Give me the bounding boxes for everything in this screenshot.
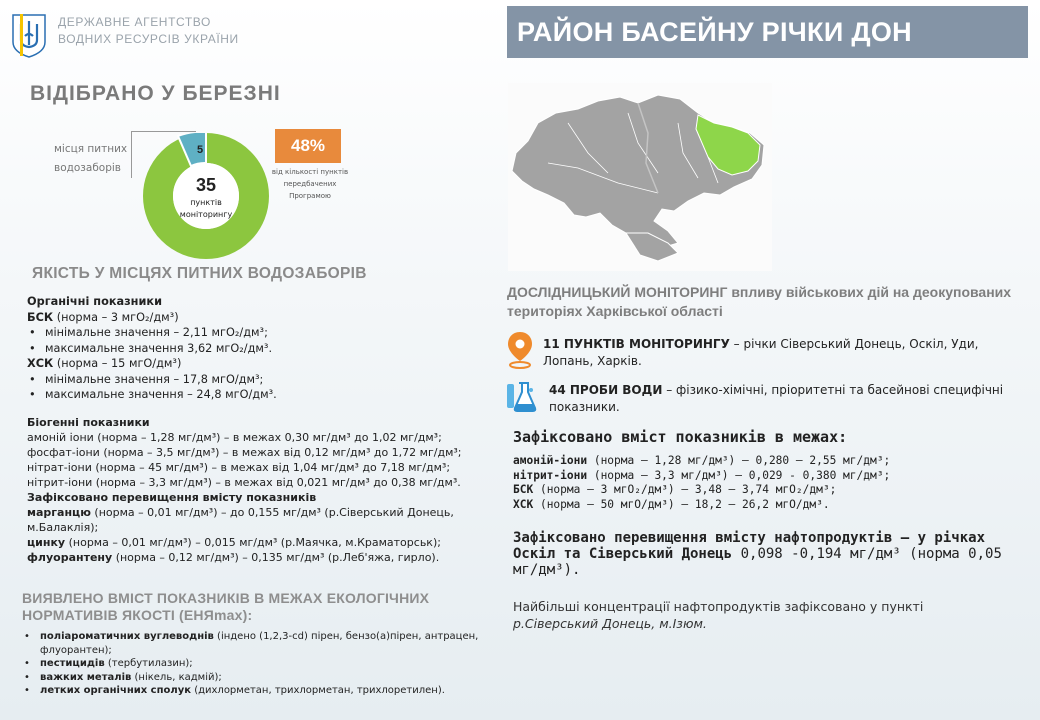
- list-item: • максимальне значення 3,62 мгО₂/дм³.: [27, 341, 477, 357]
- research-heading-bold: ДОСЛІДНИЦЬКИЙ МОНІТОРИНГ: [507, 284, 728, 300]
- percent-note-line-2: передбачених: [283, 180, 337, 188]
- percent-note: [268, 166, 352, 202]
- indicator-name: нітрит-іони: [513, 468, 588, 482]
- organic-indicators: [27, 294, 477, 403]
- excess-title: Зафіксовано перевищення вмісту показників: [27, 491, 317, 504]
- within-limits-list: [513, 454, 890, 512]
- agency-logo-block: [10, 12, 239, 58]
- monitoring-points-rivers: – річки Сіверський Донець, Оскіл, Уди, Лопань, Харків.: [543, 337, 979, 368]
- max-concentration-text: Найбільші концентрації нафтопродуктів зафіксовано у пункті: [513, 599, 924, 614]
- ukraine-map: [508, 83, 772, 271]
- biogenic-line: амоній іони (норма – 1,28 мг/дм³) – в межах 0,30 мг/дм³ до 1,02 мг/дм³;: [27, 431, 442, 444]
- max-concentration-note: [513, 598, 1025, 632]
- biogenic-line: нітрит-іони (норма – 3,3 мг/дм³) – в межах від 0,021 мг/дм³ до 0,38 мг/дм³.: [27, 476, 461, 489]
- zinc-name: цинку: [27, 536, 66, 549]
- list-item: [22, 630, 502, 657]
- list-item: [513, 454, 890, 469]
- pollutant-detail: (індено (1,2,3-cd) пірен, бензо(а)пірен, антрацен, флуорантен);: [40, 631, 479, 656]
- monitoring-count: 35: [195, 175, 217, 195]
- biogenic-line: нітрат-іони (норма – 45 мг/дм³) – в межах від 1,04 мг/дм³ до 7,18 мг/дм³;: [27, 461, 451, 474]
- violations-heading: [22, 590, 492, 624]
- water-samples-detail: – фізико-хімічні, пріоритетні та басейнові специфічні показники.: [549, 383, 1004, 414]
- donut-hole: [173, 163, 239, 229]
- monitoring-points-item: [543, 336, 1013, 370]
- list-item: [513, 469, 890, 484]
- list-item: • мінімальне значення – 2,11 мгО₂/дм³;: [27, 325, 477, 341]
- indicator-value: (норма – 50 мгО/дм³) – 18,2 – 26,2 мгО/дм³.: [533, 497, 830, 511]
- research-heading: [507, 283, 1032, 321]
- violations-heading-line-2: НОРМАТИВІВ ЯКОСТІ (ЕНЯmax):: [22, 607, 253, 623]
- pollutant-list: [22, 630, 502, 698]
- monitoring-label-2: моніторингу: [179, 210, 233, 219]
- oil-products-excess: [513, 530, 1025, 578]
- fluoranthene-text: (норма – 0,12 мг/дм³) – 0,135 мг/дм³ (р.Леб'яжа, гирло).: [112, 551, 440, 564]
- list-item: • мінімальне значення – 17,8 мгО/дм³;: [27, 372, 477, 388]
- fluoranthene-name: флуорантену: [27, 551, 113, 564]
- zinc-text: (норма – 0,01 мг/дм³) – 0,015 мг/дм³ (р.Маячка, м.Краматорськ);: [65, 536, 441, 549]
- percent-note-line-1: від кількості пунктів: [271, 168, 349, 176]
- max-concentration-place: р.Сіверський Донець, м.Ізюм.: [513, 616, 707, 631]
- indicator-value: (норма – 3 мгО₂/дм³) – 3,48 – 3,74 мгО₂/дм³;: [533, 483, 837, 496]
- percent-badge: 48%: [275, 129, 341, 163]
- ukraine-map-icon: [508, 83, 772, 271]
- manganese-text: (норма – 0,01 мг/дм³) – до 0,155 мг/дм³ (р.Сіверський Донець, м.Балаклія);: [27, 506, 454, 534]
- pollutant-name: поліароматичних вуглеводнів: [40, 631, 214, 642]
- list-item: [513, 483, 890, 498]
- within-limits-heading: Зафіксовано вміст показників в межах:: [513, 428, 848, 446]
- agency-line-1: ДЕРЖАВНЕ АГЕНТСТВО: [58, 15, 211, 29]
- indicator-value: (норма – 1,28 мг/дм³) – 0,280 – 2,55 мг/дм³;: [587, 454, 891, 467]
- oil-excess-values: 0,098 -0,194 мг/дм³ (норма 0,05 мг/дм³).: [513, 546, 1002, 578]
- percent-note-line-3: Програмою: [289, 192, 331, 200]
- biogenic-title: Біогенні показники: [27, 416, 150, 429]
- monitoring-label-1: пунктів: [190, 198, 222, 207]
- indicator-value: (норма – 3,3 мг/дм³) – 0,029 - 0,380 мг/дм³;: [587, 468, 891, 482]
- agency-line-2: ВОДНИХ РЕСУРСІВ УКРАЇНИ: [58, 32, 239, 46]
- research-heading-rest: впливу військових дій на деокупованих територіях Харківської області: [507, 284, 1012, 319]
- manganese-name: марганцю: [27, 506, 91, 519]
- pollutant-name: летких органічних сполук: [40, 685, 192, 696]
- oil-excess-statement: Зафіксовано перевищення вмісту нафтопродуктів – у річках Оскіл та Сіверський Донець: [513, 530, 986, 562]
- hsk-norm: (норма – 15 мгО/дм³): [53, 357, 182, 370]
- list-item: [22, 671, 502, 685]
- bsk-norm: (норма – 3 мгО₂/дм³): [53, 310, 179, 324]
- pollutant-detail: (тербутилазин);: [104, 658, 193, 669]
- list-item: [22, 684, 502, 698]
- monitoring-points-count: 11 ПУНКТІВ МОНІТОРИНГУ: [543, 337, 730, 351]
- hsk-list: [27, 372, 477, 403]
- biogenic-line: фосфат-іони (норма – 3,5 мг/дм³) – в межах від 0,12 мг/дм³ до 1,72 мг/дм³;: [27, 446, 462, 459]
- drinking-count: 5: [197, 144, 204, 156]
- list-item: • максимальне значення – 24,8 мгО/дм³.: [27, 387, 477, 403]
- quality-heading: ЯКІСТЬ У МІСЦЯХ ПИТНИХ ВОДОЗАБОРІВ: [32, 265, 367, 282]
- flag-yellow-stripe: [20, 14, 23, 56]
- pollutant-name: пестицидів: [40, 658, 105, 669]
- agency-name: [58, 14, 239, 48]
- bsk-list: [27, 325, 477, 356]
- indicator-name: амоній-іони: [513, 454, 588, 467]
- sampled-heading: ВІДІБРАНО У БЕРЕЗНІ: [30, 82, 281, 105]
- list-item: [513, 498, 890, 513]
- pollutant-detail: (нікель, кадмій);: [131, 671, 222, 683]
- violations-heading-line-1: ВИЯВЛЕНО ВМІСТ ПОКАЗНИКІВ В МЕЖАХ ЕКОЛОГІЧНИХ: [22, 590, 430, 606]
- biogenic-indicators: [27, 415, 502, 565]
- indicator-name: ХСК: [513, 497, 534, 511]
- indicator-name: БСК: [513, 483, 534, 496]
- drinking-label-line-2: водозаборів: [54, 162, 121, 174]
- lab-flask-icon: [505, 380, 539, 414]
- drinking-label-line-1: місця питних: [54, 143, 128, 155]
- hsk-name: ХСК: [27, 357, 54, 370]
- title-banner: [507, 6, 1028, 58]
- drinking-intake-label: [54, 140, 127, 178]
- pollutant-name: важких металів: [40, 671, 132, 683]
- trident-emblem-icon: [10, 12, 48, 58]
- bsk-name: БСК: [27, 310, 54, 324]
- location-pin-icon: [507, 331, 533, 369]
- list-item: [22, 657, 502, 671]
- page-title: РАЙОН БАСЕЙНУ РІЧКИ ДОН: [517, 17, 912, 47]
- pollutant-detail: (дихлорметан, трихлорметан, трихлоретилен).: [191, 685, 445, 696]
- water-samples-count: 44 ПРОБИ ВОДИ: [549, 383, 663, 397]
- water-samples-item: [549, 382, 1019, 416]
- sampling-donut-chart: [143, 133, 269, 259]
- organic-title: Органічні показники: [27, 295, 162, 308]
